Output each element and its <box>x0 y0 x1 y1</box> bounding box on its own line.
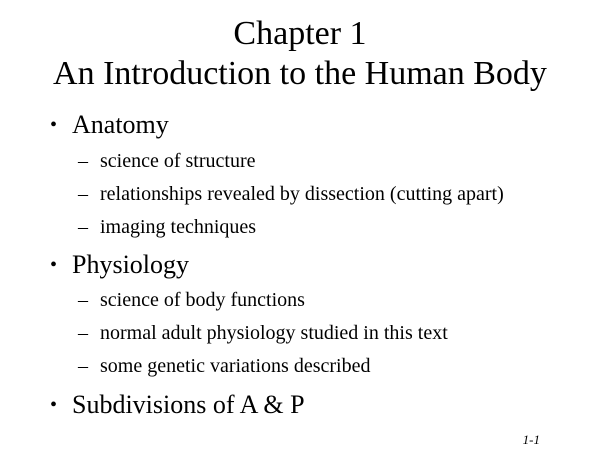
sub-bullet <box>78 216 256 239</box>
dash-icon: – <box>78 322 88 344</box>
sub-bullet <box>78 183 504 206</box>
bullet-text: Subdivisions of A & P <box>72 390 305 419</box>
sub-bullet <box>78 355 370 378</box>
dash-icon: – <box>78 183 88 205</box>
sub-bullet-text: imaging techniques <box>100 216 257 238</box>
bullet-icon: • <box>50 394 58 416</box>
sub-bullet <box>78 322 448 345</box>
bullet-subdivisions <box>50 390 305 420</box>
sub-bullet-text: normal adult physiology studied in this text <box>100 322 448 344</box>
dash-icon: – <box>78 289 88 311</box>
bullet-text: Anatomy <box>72 110 169 139</box>
sub-bullet <box>78 289 305 312</box>
sub-bullet-text: science of body functions <box>100 289 305 311</box>
dash-icon: – <box>78 216 88 238</box>
sub-bullet-text: relationships revealed by dissection (cutting apart) <box>100 183 504 205</box>
dash-icon: – <box>78 355 88 377</box>
dash-icon: – <box>78 150 88 172</box>
bullet-anatomy <box>50 110 169 140</box>
sub-bullet-text: science of structure <box>100 150 256 172</box>
title-line-2: An Introduction to the Human Body <box>53 55 547 92</box>
sub-bullet <box>78 150 255 173</box>
page-number: 1-1 <box>522 432 540 447</box>
bullet-physiology <box>50 250 189 280</box>
bullet-icon: • <box>50 114 58 136</box>
bullet-icon: • <box>50 254 58 276</box>
title-line-1: Chapter 1 <box>233 15 367 52</box>
sub-bullet-text: some genetic variations described <box>100 355 371 377</box>
bullet-text: Physiology <box>72 250 190 279</box>
